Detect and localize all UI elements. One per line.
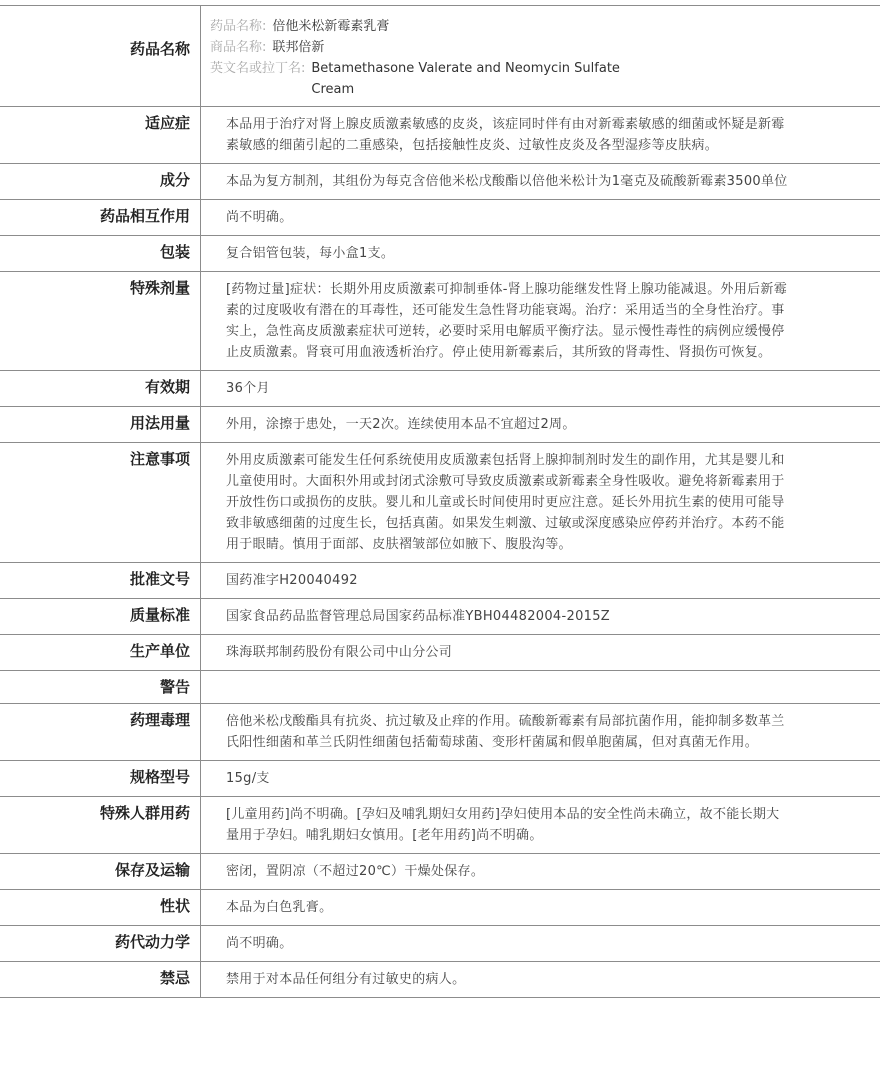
row-value: 本品为复方制剂，其组份为每克含倍他米松戊酸酯以倍他米松计为1毫克及硫酸新霉素3500单位 — [201, 164, 880, 200]
row-label: 禁忌 — [0, 962, 201, 998]
table-row — [0, 635, 880, 671]
table-row — [0, 371, 880, 407]
row-value: 珠海联邦制药股份有限公司中山分公司 — [201, 635, 880, 671]
table-row — [0, 890, 880, 926]
table-row — [0, 599, 880, 635]
row-value: 外用皮质激素可能发生任何系统使用皮质激素包括肾上腺抑制剂时发生的副作用，尤其是婴儿和儿童使用时。大面积外用或封闭式涂敷可导致皮质激素或新霉素全身性吸收。避免将新霉素用于开放性伤口或损伤的皮肤。婴儿和儿童或长时间使用时更应注意。延长外用抗生素的使用可能导致非敏感细菌的过度生长，包括真菌。如果发生刺激、过敏或深度感染应停药并治疗。本药不能用于眼睛。慎用于面部、皮肤褶皱部位如腋下、腹股沟等。 — [201, 443, 880, 563]
row-value: 外用，涂擦于患处，一天2次。连续使用本品不宜超过2周。 — [201, 407, 880, 443]
row-value: 本品用于治疗对肾上腺皮质激素敏感的皮炎，该症同时伴有由对新霉素敏感的细菌或怀疑是新霉素敏感的细菌引起的二重感染，包括接触性皮炎、过敏性皮炎及各型湿疹等皮肤病。 — [201, 107, 880, 164]
trade-name-value: 联邦倍新 — [272, 40, 325, 55]
row-label: 包装 — [0, 236, 201, 272]
row-label: 性状 — [0, 890, 201, 926]
table-row — [0, 854, 880, 890]
table-row — [0, 797, 880, 854]
row-value: 倍他米松戊酸酯具有抗炎、抗过敏及止痒的作用。硫酸新霉素有局部抗菌作用，能抑制多数革兰氏阳性细菌和革兰氏阴性细菌包括葡萄球菌、变形杆菌属和假单胞菌属，但对真菌无作用。 — [201, 704, 880, 761]
row-label: 注意事项 — [0, 443, 201, 563]
row-value — [201, 671, 880, 704]
row-value: 尚不明确。 — [201, 200, 880, 236]
trade-name-key: 商品名称: — [210, 40, 267, 55]
row-label: 成分 — [0, 164, 201, 200]
table-row — [0, 761, 880, 797]
table-row — [0, 962, 880, 998]
row-value: [儿童用药]尚不明确。[孕妇及哺乳期妇女用药]孕妇使用本品的安全性尚未确立，故不能长期大量用于孕妇。哺乳期妇女慎用。[老年用药]尚不明确。 — [201, 797, 880, 854]
table-row — [0, 443, 880, 563]
row-value: 国家食品药品监督管理总局国家药品标准YBH04482004-2015Z — [201, 599, 880, 635]
table-row — [0, 164, 880, 200]
row-label: 质量标准 — [0, 599, 201, 635]
drug-name-block — [201, 6, 880, 107]
generic-name-value: 倍他米松新霉素乳膏 — [272, 19, 390, 34]
drug-info-table-body — [0, 6, 880, 998]
row-label: 药理毒理 — [0, 704, 201, 761]
table-row — [0, 563, 880, 599]
table-row-drug-name — [0, 6, 880, 107]
row-value: 本品为白色乳膏。 — [201, 890, 880, 926]
table-row — [0, 671, 880, 704]
row-value: 尚不明确。 — [201, 926, 880, 962]
row-value: 国药准字H20040492 — [201, 563, 880, 599]
drug-info-table — [0, 5, 880, 998]
table-row — [0, 407, 880, 443]
row-value: 36个月 — [201, 371, 880, 407]
row-label: 药品相互作用 — [0, 200, 201, 236]
row-label: 生产单位 — [0, 635, 201, 671]
row-label: 药品名称 — [0, 6, 201, 107]
row-label: 警告 — [0, 671, 201, 704]
trade-name-row — [210, 37, 872, 58]
english-name-row — [210, 58, 872, 100]
row-label: 保存及运输 — [0, 854, 201, 890]
row-value: [药物过量]症状：长期外用皮质激素可抑制垂体-肾上腺功能继发性肾上腺功能减退。外用后新霉素的过度吸收有潜在的耳毒性，还可能发生急性肾功能衰竭。治疗：采用适当的全身性治疗。事实上，急性高皮质激素症状可逆转，必要时采用电解质平衡疗法。显示慢性毒性的病例应缓慢停止皮质激素。肾衰可用血液透析治疗。停止使用新霉素后，其所致的肾毒性、肾损伤可恢复。 — [201, 272, 880, 371]
row-label: 规格型号 — [0, 761, 201, 797]
table-row — [0, 704, 880, 761]
table-row — [0, 107, 880, 164]
row-value: 密闭，置阴凉（不超过20℃）干燥处保存。 — [201, 854, 880, 890]
row-label: 批准文号 — [0, 563, 201, 599]
table-row — [0, 926, 880, 962]
row-label: 特殊人群用药 — [0, 797, 201, 854]
table-row — [0, 236, 880, 272]
generic-name-key: 药品名称: — [210, 19, 267, 34]
row-label: 有效期 — [0, 371, 201, 407]
table-row — [0, 272, 880, 371]
row-value: 15g/支 — [201, 761, 880, 797]
row-label: 适应症 — [0, 107, 201, 164]
row-label: 用法用量 — [0, 407, 201, 443]
english-name-key: 英文名或拉丁名: — [210, 61, 306, 76]
table-row — [0, 200, 880, 236]
english-name-value: Betamethasone Valerate and Neomycin Sulfate Cream — [311, 61, 620, 97]
row-label: 药代动力学 — [0, 926, 201, 962]
row-label: 特殊剂量 — [0, 272, 201, 371]
row-value: 禁用于对本品任何组分有过敏史的病人。 — [201, 962, 880, 998]
generic-name-row — [210, 16, 872, 37]
row-value: 复合铝管包装，每小盒1支。 — [201, 236, 880, 272]
